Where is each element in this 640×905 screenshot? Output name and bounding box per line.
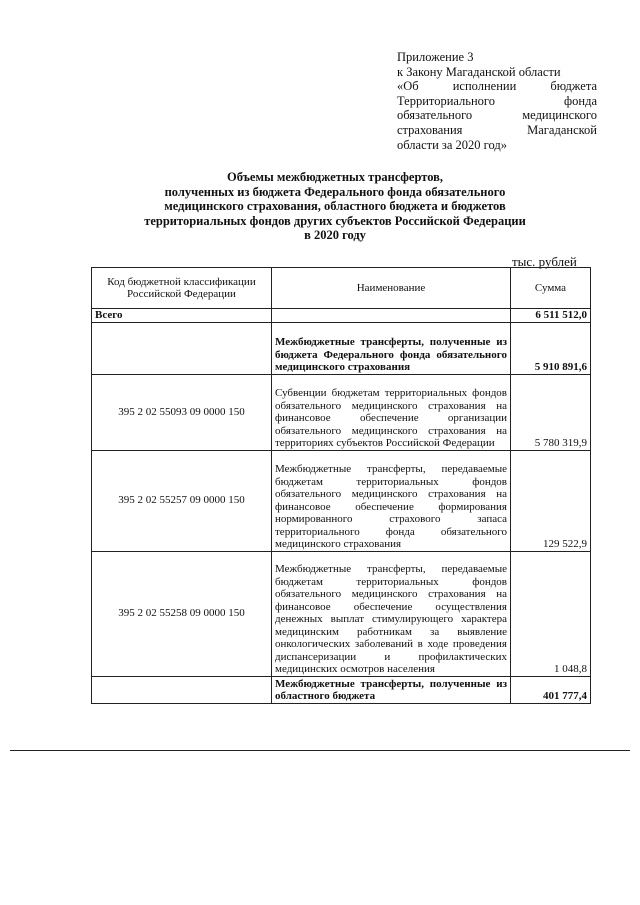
row-code: Всего: [92, 309, 272, 323]
title-line: в 2020 году: [304, 228, 366, 242]
header-code: Код бюджетной классификации Российской Федерации: [92, 268, 272, 309]
table-row: [92, 551, 591, 676]
table-row: [92, 450, 591, 551]
row-code: 395 2 02 55257 09 0000 150: [92, 450, 272, 551]
title-line: территориальных фондов других субъектов Российской Федерации: [144, 213, 526, 228]
appendix-line: «Об исполнении бюджета Территориального фонда обязательного медицинского страхования Магаданской: [397, 79, 597, 137]
row-sum: 401 777,4: [511, 676, 591, 703]
unit-label: тыс. рублей: [512, 254, 577, 269]
page-divider: [10, 750, 630, 751]
row-name: Межбюджетные трансферты, передаваемые бюджетам территориальных фондов обязательного медицинского страхования на финансовое обеспечение формирования нормированного страхового запаса территориального фонда обязательного медицинского страхования: [272, 450, 511, 551]
title-line: полученных из бюджета Федерального фонда обязательного: [164, 184, 506, 199]
row-name: Межбюджетные трансферты, передаваемые бюджетам территориальных фондов обязательного медицинского страхования на финансовое обеспечение осуществления денежных выплат стимулирующего характера медицинским работникам за выявление онкологических заболеваний в ходе проведения диспансеризации и профилактических медицинских осмотров населения: [272, 551, 511, 676]
row-name: Межбюджетные трансферты, полученные из бюджета Федерального фонда обязательного медицинского страхования: [272, 322, 511, 374]
document-title: [100, 170, 570, 243]
transfers-table: [91, 267, 591, 704]
row-name: Субвенции бюджетам территориальных фондов обязательного медицинского страхования на финансовое обеспечение организации обязательного медицинского страхования на территориях субъектов Российской Федерации: [272, 374, 511, 450]
row-code: [92, 676, 272, 703]
header-name: Наименование: [272, 268, 511, 309]
table-header-row: [92, 268, 591, 309]
row-sum: 5 780 319,9: [511, 374, 591, 450]
title-line: Объемы межбюджетных трансфертов,: [226, 170, 444, 184]
table-row: [92, 676, 591, 703]
appendix-line: Приложение 3: [397, 50, 474, 64]
title-line: медицинского страхования, областного бюджета и бюджетов: [164, 199, 506, 213]
table-row: [92, 322, 591, 374]
table-row: [92, 374, 591, 450]
row-sum: 6 511 512,0: [511, 309, 591, 323]
row-name: [272, 309, 511, 323]
row-code: [92, 322, 272, 374]
row-sum: 1 048,8: [511, 551, 591, 676]
appendix-line: к Закону Магаданской области: [397, 64, 561, 79]
table-row: [92, 309, 591, 323]
appendix-line: области за 2020 год»: [397, 137, 507, 152]
row-sum: 129 522,9: [511, 450, 591, 551]
appendix-block: [397, 50, 597, 152]
header-sum: Сумма: [511, 268, 591, 309]
row-code: 395 2 02 55093 09 0000 150: [92, 374, 272, 450]
row-code: 395 2 02 55258 09 0000 150: [92, 551, 272, 676]
row-name: Межбюджетные трансферты, полученные из областного бюджета: [272, 676, 511, 703]
row-sum: 5 910 891,6: [511, 322, 591, 374]
